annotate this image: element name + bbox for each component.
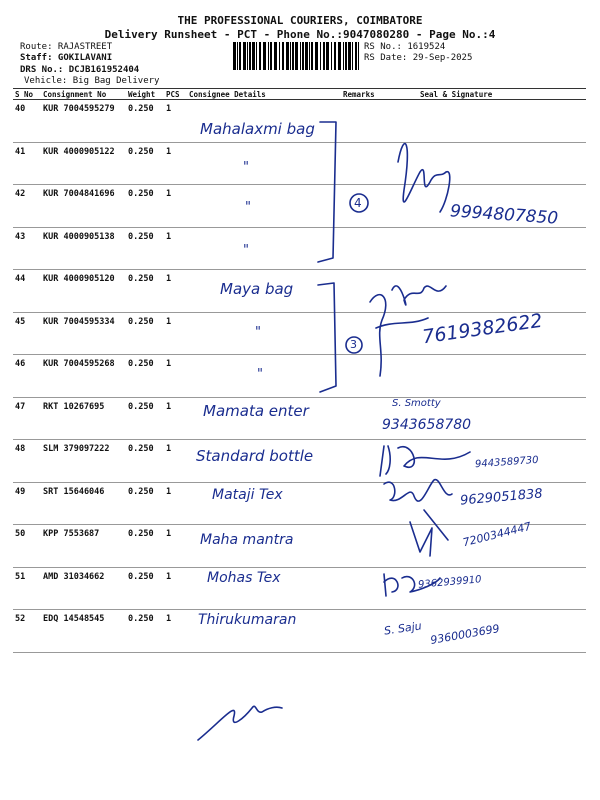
cell-sno: 40 (13, 100, 41, 143)
cell-consignment: KUR 7004841696 (41, 185, 126, 228)
cell-weight: 0.250 (126, 397, 164, 440)
cell-remarks (341, 525, 396, 568)
rs-date: RS Date: 29-Sep-2025 (364, 53, 473, 63)
barcode-bar (355, 42, 357, 70)
cell-signature (396, 227, 586, 270)
barcode-bar (334, 42, 336, 70)
cell-pcs: 1 (164, 567, 187, 610)
cell-remarks (341, 440, 396, 483)
phone-number-5: 9629051838 (459, 486, 544, 509)
cell-consignment: KUR 7004595279 (41, 100, 126, 143)
table-header-row (13, 89, 586, 100)
barcode-bar (295, 42, 298, 70)
cell-weight: 0.250 (126, 142, 164, 185)
cell-weight: 0.250 (126, 355, 164, 398)
barcode-bar (343, 42, 344, 70)
barcode-bar (345, 42, 347, 70)
route-label: Route: RAJASTREET (20, 42, 113, 52)
cell-pcs: 1 (164, 397, 187, 440)
col-header-pcs: PCS (164, 89, 187, 100)
barcode-bar (239, 42, 241, 70)
col-header-consignment: Consignment No (41, 89, 126, 100)
cell-weight: 0.250 (126, 185, 164, 228)
group-count-3: 3 (350, 338, 357, 351)
barcode-bar (252, 42, 255, 70)
cell-sno: 47 (13, 397, 41, 440)
cell-signature (396, 100, 586, 143)
consignee-handwriting-47: Mamata enter (203, 402, 309, 420)
cell-weight: 0.250 (126, 100, 164, 143)
cell-consignment: RKT 10267695 (41, 397, 126, 440)
cell-consignment: KPP 7553687 (41, 525, 126, 568)
cell-weight: 0.250 (126, 270, 164, 313)
cell-sno: 48 (13, 440, 41, 483)
cell-sno: 45 (13, 312, 41, 355)
barcode-bar (326, 42, 329, 70)
cell-weight: 0.250 (126, 482, 164, 525)
col-header-weight: Weight (126, 89, 164, 100)
phone-number-3: 9343658780 (382, 417, 472, 433)
cell-remarks (341, 355, 396, 398)
ditto-mark-42: " (245, 200, 251, 215)
cell-consignment: KUR 7004595268 (41, 355, 126, 398)
barcode-bar (268, 42, 269, 70)
barcode-bar (263, 42, 266, 70)
cell-pcs: 1 (164, 227, 187, 270)
consignee-handwriting-40: Mahalaxmi bag (200, 120, 315, 138)
cell-pcs: 1 (164, 312, 187, 355)
cell-weight: 0.250 (126, 567, 164, 610)
cell-consignee (187, 227, 341, 270)
table-row (13, 355, 586, 398)
col-header-remarks: Remarks (341, 89, 396, 100)
table-row (13, 567, 586, 610)
staff-label: Staff: GOKILAVANI (20, 53, 113, 63)
barcode-bar (237, 42, 238, 70)
table-row (13, 227, 586, 270)
cell-consignment: EDQ 14548545 (41, 610, 126, 653)
consignee-handwriting-49: Mataji Tex (212, 487, 283, 503)
cell-remarks (341, 567, 396, 610)
cell-signature (396, 142, 586, 185)
consignee-handwriting-52: Thirukumaran (198, 612, 297, 628)
barcode-bar (348, 42, 351, 70)
cell-weight: 0.250 (126, 525, 164, 568)
barcode-bar (282, 42, 284, 70)
cell-signature (396, 270, 586, 313)
drs-number: DRS No.: DCJB161952404 (20, 65, 140, 75)
signature-name-47: S. Smotty (392, 398, 441, 409)
company-title: THE PROFESSIONAL COURIERS, COIMBATORE (177, 14, 423, 27)
barcode-bar (311, 42, 313, 70)
cell-consignee (187, 185, 341, 228)
cell-sno: 44 (13, 270, 41, 313)
cell-remarks (341, 100, 396, 143)
col-header-consignee: Consignee Details (187, 89, 341, 100)
barcode-bar (249, 42, 251, 70)
barcode-bar (243, 42, 246, 70)
barcode-bar (320, 42, 321, 70)
barcode-bar (270, 42, 272, 70)
cell-weight: 0.250 (126, 610, 164, 653)
ditto-mark-43: " (243, 243, 249, 258)
group-count-4: 4 (354, 196, 362, 210)
barcode-image (233, 42, 359, 70)
cell-pcs: 1 (164, 610, 187, 653)
barcode-bar (274, 42, 277, 70)
table-row (13, 142, 586, 185)
cell-consignment: KUR 4000905138 (41, 227, 126, 270)
barcode-bar (323, 42, 325, 70)
cell-pcs: 1 (164, 185, 187, 228)
cell-pcs: 1 (164, 440, 187, 483)
barcode-bar (358, 42, 359, 70)
cell-pcs: 1 (164, 355, 187, 398)
table-row (13, 270, 586, 313)
cell-consignee (187, 355, 341, 398)
cell-pcs: 1 (164, 270, 187, 313)
signature-footer (198, 706, 282, 740)
cell-weight: 0.250 (126, 440, 164, 483)
barcode-bar (309, 42, 310, 70)
cell-remarks (341, 185, 396, 228)
cell-consignment: KUR 7004595334 (41, 312, 126, 355)
barcode-bar (305, 42, 308, 70)
barcode-bar (331, 42, 332, 70)
runsheet-table (13, 88, 586, 653)
cell-signature (396, 355, 586, 398)
barcode-bar (286, 42, 289, 70)
cell-consignment: KUR 4000905120 (41, 270, 126, 313)
cell-consignment: SLM 379097222 (41, 440, 126, 483)
cell-pcs: 1 (164, 100, 187, 143)
signature-name-52: S. Saju (383, 619, 423, 638)
cell-sno: 41 (13, 142, 41, 185)
barcode-bar (352, 42, 353, 70)
cell-pcs: 1 (164, 525, 187, 568)
barcode-bar (302, 42, 304, 70)
phone-number-8: 9360003699 (429, 622, 501, 647)
barcode-bar (233, 42, 236, 70)
ditto-mark-46: " (257, 367, 263, 382)
phone-number-7: 9362939910 (417, 574, 482, 591)
barcode-bar (256, 42, 257, 70)
phone-number-1: 9994807850 (449, 201, 559, 229)
consignee-handwriting-51: Mohas Tex (207, 570, 281, 586)
phone-number-4: 9443589730 (474, 454, 539, 471)
ditto-mark-45: " (255, 325, 261, 340)
vehicle-label: Vehicle: Big Bag Delivery (24, 76, 160, 86)
barcode-bar (315, 42, 318, 70)
cell-weight: 0.250 (126, 227, 164, 270)
col-header-sno: S No (13, 89, 41, 100)
cell-sno: 43 (13, 227, 41, 270)
consignee-handwriting-44: Maya bag (220, 280, 294, 298)
cell-remarks (341, 270, 396, 313)
barcode-bar (300, 42, 301, 70)
barcode-bar (279, 42, 280, 70)
rs-number: RS No.: 1619524 (364, 42, 446, 52)
cell-consignee (187, 312, 341, 355)
cell-consignment: AMD 31034662 (41, 567, 126, 610)
cell-sno: 51 (13, 567, 41, 610)
ditto-mark-41: " (243, 160, 249, 175)
cell-sno: 49 (13, 482, 41, 525)
barcode-bar (292, 42, 294, 70)
cell-consignment: KUR 4000905122 (41, 142, 126, 185)
runsheet-subtitle: Delivery Runsheet - PCT - Phone No.:9047080280 - Page No.:4 (104, 28, 496, 41)
cell-remarks (341, 227, 396, 270)
phone-number-6: 7200344447 (461, 519, 533, 550)
barcode-bar (247, 42, 248, 70)
cell-remarks (341, 142, 396, 185)
phone-number-2: 7619382622 (421, 309, 544, 349)
cell-pcs: 1 (164, 142, 187, 185)
barcode-bar (338, 42, 341, 70)
cell-weight: 0.250 (126, 312, 164, 355)
cell-consignee (187, 142, 341, 185)
cell-remarks (341, 482, 396, 525)
cell-pcs: 1 (164, 482, 187, 525)
cell-sno: 50 (13, 525, 41, 568)
cell-sno: 42 (13, 185, 41, 228)
cell-sno: 52 (13, 610, 41, 653)
barcode-bar (259, 42, 261, 70)
consignee-handwriting-48: Standard bottle (196, 447, 314, 465)
consignee-handwriting-50: Maha mantra (200, 532, 294, 548)
cell-consignment: SRT 15646046 (41, 482, 126, 525)
cell-sno: 46 (13, 355, 41, 398)
col-header-signature: Seal & Signature (396, 89, 586, 100)
barcode-bar (290, 42, 291, 70)
